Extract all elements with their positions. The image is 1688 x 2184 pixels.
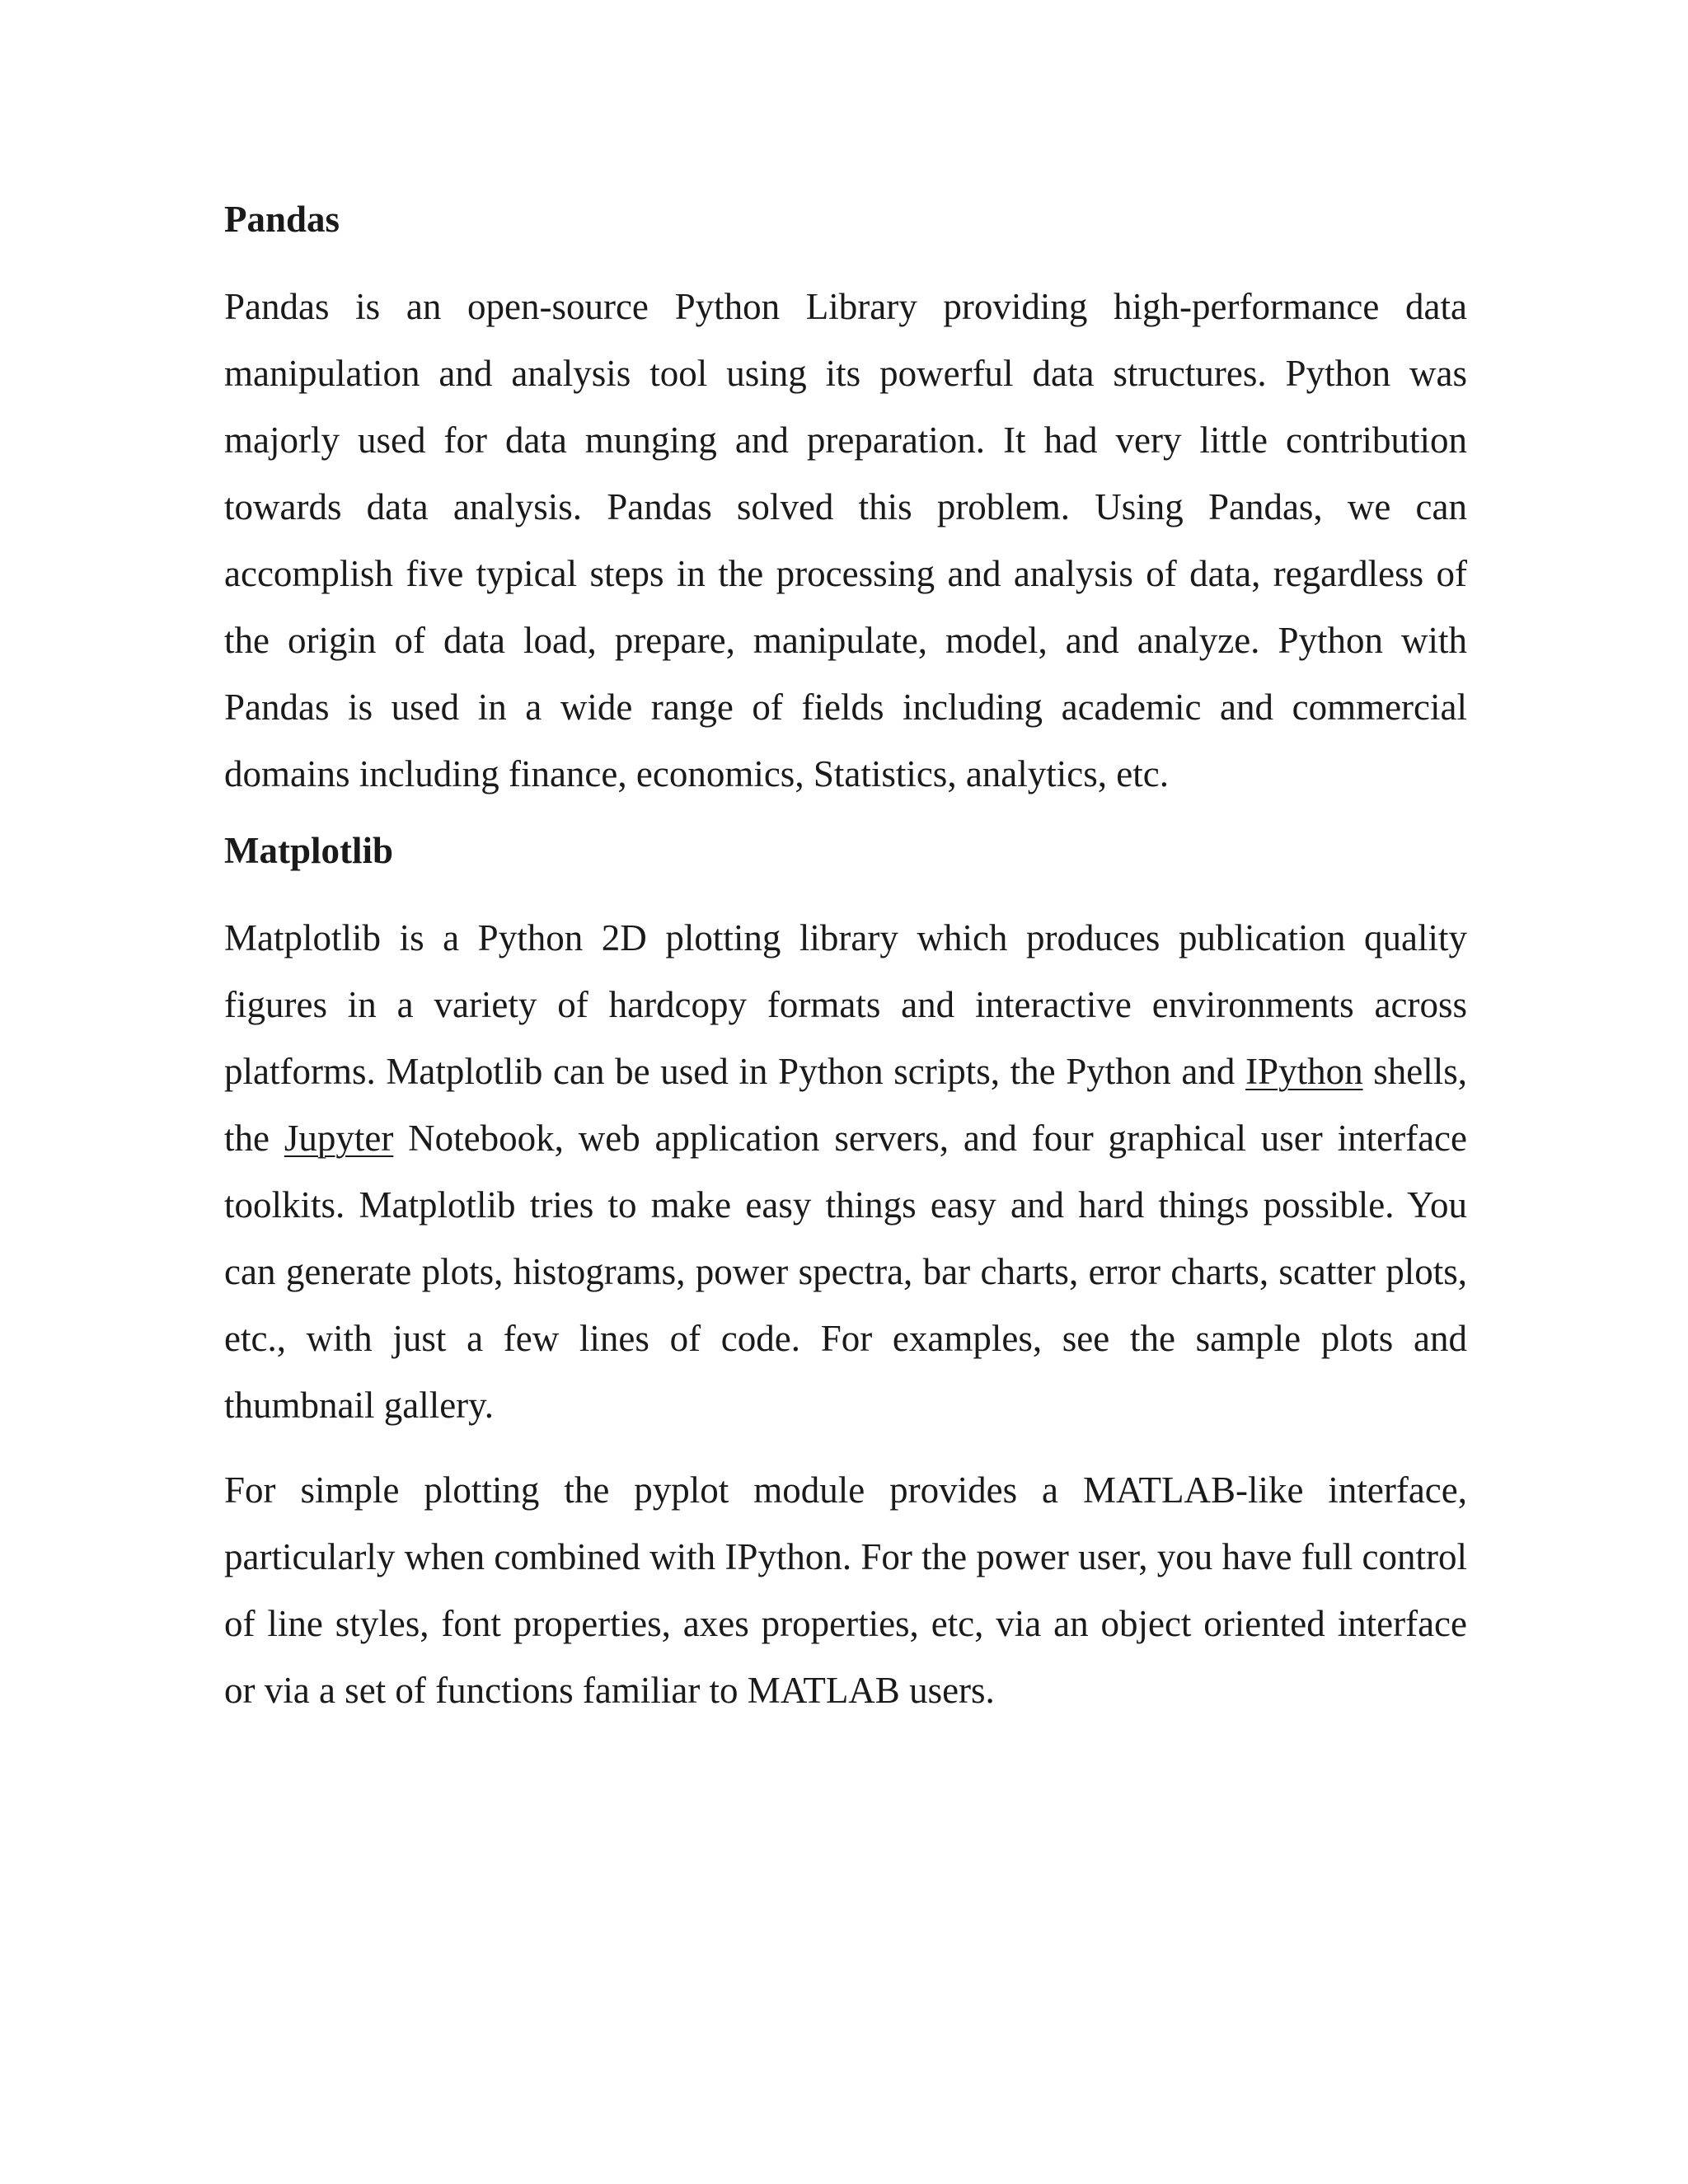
pandas-heading: Pandas — [224, 199, 340, 240]
ipython-link[interactable]: IPython — [1245, 1051, 1363, 1092]
jupyter-link[interactable]: Jupyter — [284, 1118, 394, 1159]
pandas-paragraph: Pandas is an open-source Python Library providing high-performance data manipulation and analysis tool using its powerful data structures. Python was majorly used for data munging and preparation. It had very little contribution towards data analysis. Pandas solved this problem. Using Pandas, we can accomplish five typical steps in the processing and analysis of data, regardless of the origin of data load, prepare, manipulate, model, and analyze. Python with Pandas is used in a wide range of fields including academic and commercial domains including finance, economics, Statistics, analytics, etc. — [224, 286, 1467, 794]
pyplot-text-after: module provides a MATLAB-like interface, particularly when combined with IPython. For the power user, you have full control of line styles, font properties, axes properties, etc, via an object oriented interface or via a set of functions familiar to MATLAB users. — [224, 1469, 1468, 1711]
pyplot-text-before: For simple plotting the — [224, 1469, 635, 1511]
matplotlib-heading: Matplotlib — [224, 830, 394, 871]
pyplot-module-name: pyplot — [634, 1469, 729, 1511]
document-page — [224, 194, 1467, 1742]
matplotlib-text-between-links: shells, the — [224, 1051, 1467, 1159]
matplotlib-paragraph-2 — [224, 1457, 1467, 1724]
matplotlib-text-before-ipython: Matplotlib is a Python 2D plotting library which produces publication quality figures in a variety of hardcopy formats and interactive environments across platforms. Matplotlib can be used in Python scripts, the Python and — [224, 917, 1467, 1092]
matplotlib-text-after-jupyter: Notebook, web application servers, and four graphical user interface toolkits. Matplotlib tries to make easy things easy and hard things possible. You can generate plots, histograms, power spectra, bar charts, error charts, scatter plots, etc., with just a few lines of code. For examples, see the sample plots and thumbnail gallery. — [224, 1118, 1467, 1426]
matplotlib-paragraph-1 — [224, 905, 1467, 1439]
